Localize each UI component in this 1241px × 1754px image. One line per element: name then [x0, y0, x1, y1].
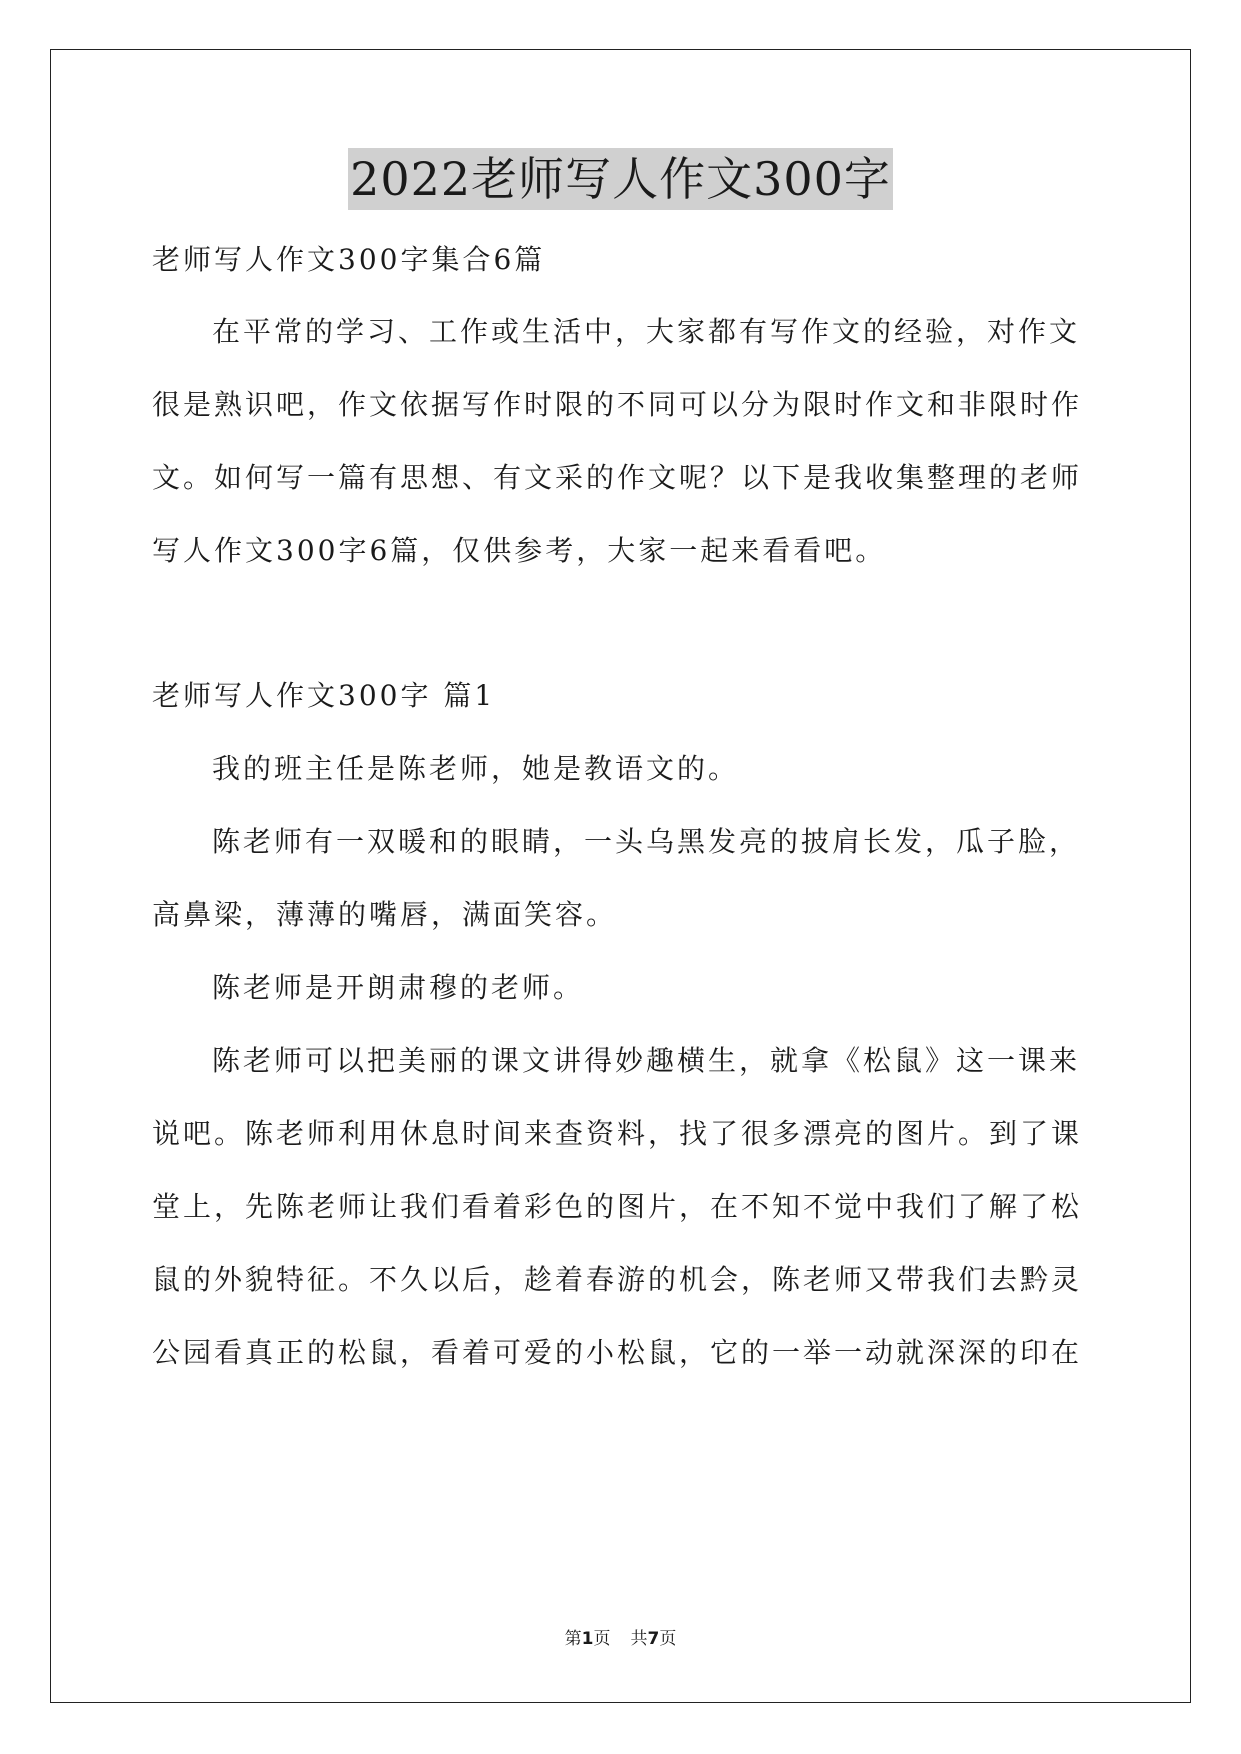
intro-line: 文。如何写一篇有思想、有文采的作文呢？以下是我收集整理的老师 — [152, 461, 1083, 494]
body-line: 公园看真正的松鼠，看着可爱的小松鼠，它的一举一动就深深的印在 — [152, 1336, 1083, 1369]
document-title: 2022老师写人作文300字 — [348, 148, 893, 210]
total-prefix: 共 — [630, 1629, 648, 1649]
page-prefix: 第 — [564, 1629, 582, 1649]
title-container — [0, 148, 1241, 210]
body-line: 说吧。陈老师利用休息时间来查资料，找了很多漂亮的图片。到了课 — [152, 1117, 1083, 1150]
intro-line: 写人作文300字6篇，仅供参考，大家一起来看看吧。 — [152, 534, 887, 567]
body-line: 我的班主任是陈老师，她是教语文的。 — [212, 752, 740, 785]
body-line: 陈老师是开朗肃穆的老师。 — [212, 971, 585, 1004]
body-line: 鼠的外貌特征。不久以后，趁着春游的机会，陈老师又带我们去黔灵 — [152, 1263, 1083, 1296]
body-line: 堂上，先陈老师让我们看着彩色的图片，在不知不觉中我们了解了松 — [152, 1190, 1083, 1223]
page-suffix: 页 — [593, 1629, 611, 1649]
page-current: 1 — [581, 1629, 594, 1649]
page-total: 7 — [647, 1629, 660, 1649]
intro-line: 在平常的学习、工作或生活中，大家都有写作文的经验，对作文 — [212, 315, 1081, 348]
body-line: 高鼻梁，薄薄的嘴唇，满面笑容。 — [152, 898, 618, 931]
intro-line: 很是熟识吧，作文依据写作时限的不同可以分为限时作文和非限时作 — [152, 388, 1083, 421]
section-heading: 老师写人作文300字 篇1 — [152, 679, 496, 712]
page-footer — [0, 1627, 1241, 1651]
body-line: 陈老师可以把美丽的课文讲得妙趣横生，就拿《松鼠》这一课来 — [212, 1044, 1081, 1077]
total-suffix: 页 — [659, 1629, 677, 1649]
document-subtitle: 老师写人作文300字集合6篇 — [152, 243, 546, 276]
page-border — [50, 49, 1191, 1703]
body-line: 陈老师有一双暖和的眼睛，一头乌黑发亮的披肩长发，瓜子脸， — [212, 825, 1081, 858]
